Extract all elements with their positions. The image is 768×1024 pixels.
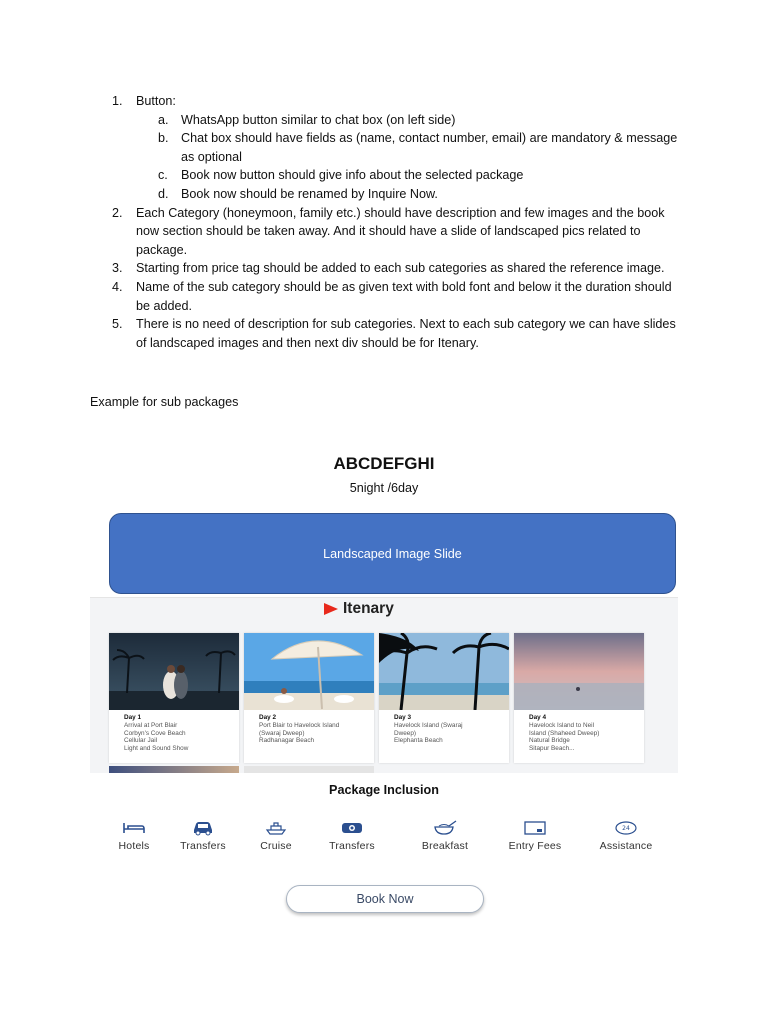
slide-label: Landscaped Image Slide	[323, 546, 462, 561]
list-text: Name of the sub category should be as given text with bold font and below it the duration should be added.	[136, 279, 672, 313]
list-letter: a.	[158, 112, 169, 127]
list-number: 3.	[112, 261, 123, 276]
requirement-1	[0, 92, 768, 111]
itenary-card-day-2[interactable]	[244, 633, 374, 763]
day-line: Havelock Island to Neil	[529, 722, 595, 730]
inclusion-label: Assistance	[599, 840, 653, 852]
play-triangle-icon	[324, 603, 338, 615]
inclusion-entry-fees	[495, 818, 575, 852]
list-text: Starting from price tag should be added to each sub categories as shared the reference image.	[136, 261, 665, 276]
requirements-list	[0, 92, 768, 352]
package-inclusion-heading: Package Inclusion	[329, 783, 439, 797]
inclusion-icons	[108, 818, 670, 852]
itenary-card-day-4[interactable]	[514, 633, 644, 763]
day-line: Arrival at Port Blair	[124, 722, 178, 730]
day-line: Corbyn's Cove Beach	[124, 729, 186, 737]
inclusion-breakfast	[405, 818, 485, 852]
car-icon	[163, 818, 243, 838]
night-couple-photo	[109, 633, 239, 710]
list-text: Each Category (honeymoon, family etc.) should have description and few images and the book now section should be taken away. And it should have a slide of landscaped pics related to package.	[136, 205, 665, 257]
next-card-preview	[109, 766, 239, 773]
inclusion-label: Cruise	[260, 840, 292, 852]
ticket-icon	[495, 818, 575, 838]
example-heading: Example for sub packages	[90, 395, 239, 409]
requirement-4	[0, 278, 768, 315]
list-text: Book now should be renamed by Inquire Now.	[181, 186, 438, 201]
list-number: 5.	[112, 317, 123, 332]
inclusion-label: Hotels	[118, 840, 150, 852]
next-card-preview	[244, 766, 374, 773]
requirement-1a	[0, 111, 768, 130]
hotel-bed-icon	[94, 818, 174, 838]
requirement-1d	[0, 185, 768, 204]
inclusion-transfers	[163, 818, 243, 852]
book-now-button[interactable]: Book Now	[286, 885, 484, 913]
list-text: Book now button should give info about the selected package	[181, 168, 524, 183]
list-letter: b.	[158, 131, 169, 146]
requirement-1b	[0, 129, 768, 166]
requirement-3	[0, 259, 768, 278]
day-line: Natural Bridge	[529, 737, 570, 745]
list-number: 1.	[112, 94, 123, 108]
itenary-screenshot	[90, 597, 678, 773]
requirement-1c	[0, 166, 768, 185]
itenary-card-day-1[interactable]	[109, 633, 239, 763]
inclusion-transfers-2	[312, 818, 392, 852]
list-text: There is no need of description for sub categories. Next to each sub category we can have slides of landscaped images and then next div should be for Itenary.	[136, 317, 676, 350]
package-title: ABCDEFGHI	[333, 454, 435, 473]
day-line: Radhanagar Beach	[259, 737, 315, 745]
breakfast-bowl-icon	[405, 818, 485, 838]
requirement-2	[0, 204, 768, 260]
list-text: Button:	[136, 94, 176, 108]
list-number: 4.	[112, 279, 123, 294]
inclusion-label: Breakfast	[421, 840, 469, 852]
day-label: Day 2	[259, 714, 277, 721]
inclusion-label: Transfers	[329, 840, 375, 852]
inclusion-assistance	[586, 818, 666, 852]
palm-beach-photo	[379, 633, 509, 710]
ship-icon	[236, 818, 316, 838]
inclusion-label: Entry Fees	[508, 840, 562, 852]
day-line: Havelock Island (Swaraj	[394, 722, 463, 730]
inclusion-cruise	[236, 818, 316, 852]
inclusion-label: Transfers	[180, 840, 226, 852]
itenary-cards	[109, 633, 644, 763]
itenary-header	[324, 600, 394, 618]
list-text: Chat box should have fields as (name, contact number, email) are mandatory & message as optional	[181, 131, 678, 164]
list-text: WhatsApp button similar to chat box (on left side)	[181, 112, 456, 127]
day-label: Day 1	[124, 714, 142, 721]
list-letter: d.	[158, 186, 169, 201]
day-label: Day 4	[529, 714, 547, 721]
day-line: Sitapur Beach...	[529, 744, 575, 752]
support-24-icon	[586, 818, 666, 838]
day-line: Elephanta Beach	[394, 737, 443, 745]
day-line: Dweep)	[394, 729, 417, 737]
requirement-5	[0, 315, 768, 352]
beach-umbrella-photo	[244, 633, 374, 710]
itenary-title: Itenary	[343, 600, 394, 617]
day-line: Port Blair to Havelock Island	[259, 722, 340, 730]
day-label: Day 3	[394, 714, 412, 721]
day-line: Cellular Jail	[124, 737, 158, 745]
day-line: (Swaraj Dweep)	[259, 729, 305, 737]
landscape-image-slide[interactable]	[109, 513, 676, 594]
camera-icon	[312, 818, 392, 838]
list-letter: c.	[158, 168, 168, 183]
itenary-card-day-3[interactable]	[379, 633, 509, 763]
inclusion-hotels	[94, 818, 174, 852]
day-line: Light and Sound Show	[124, 744, 189, 752]
sunset-sea-photo	[514, 633, 644, 710]
list-number: 2.	[112, 205, 123, 220]
day-line: Island (Shaheed Dweep)	[529, 729, 600, 737]
svg-text:24: 24	[622, 825, 630, 832]
package-duration: 5night /6day	[349, 481, 419, 495]
